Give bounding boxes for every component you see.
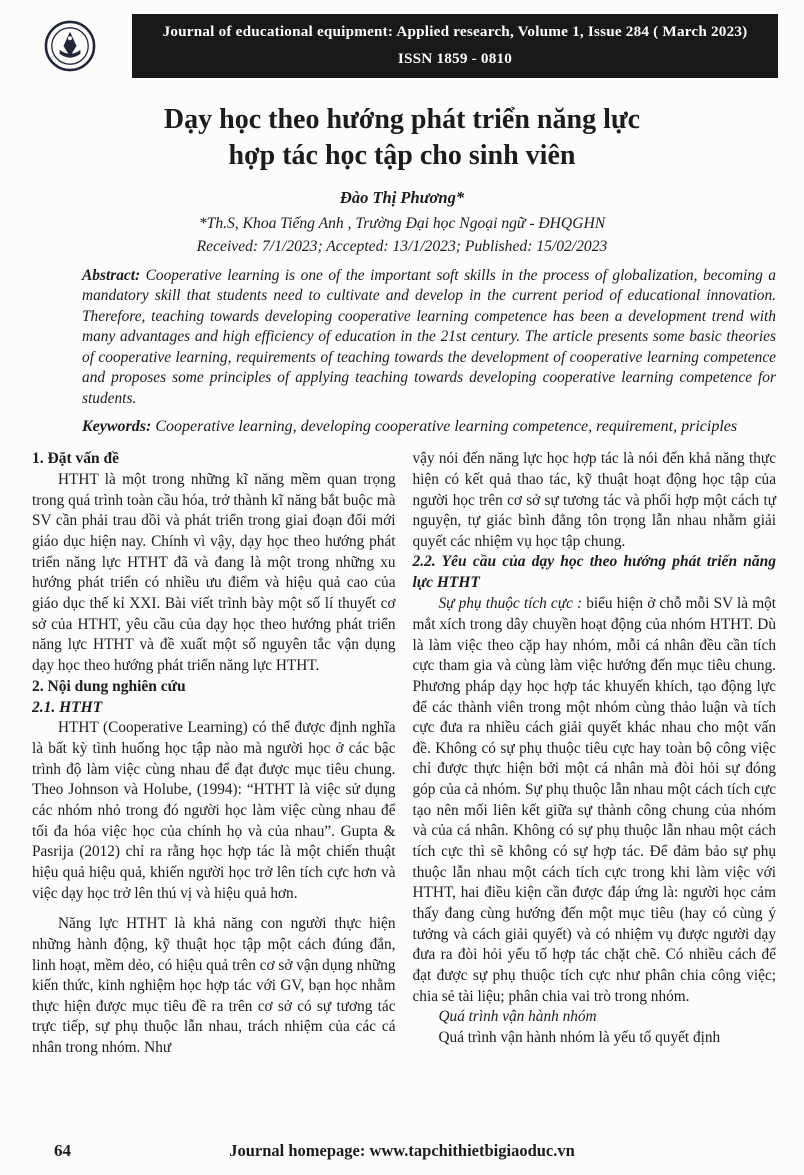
- section-heading-2-1: 2.1. HTHT: [32, 698, 103, 716]
- keywords: [82, 416, 776, 437]
- paragraph: HTHT là một trong những kĩ năng mềm quan trọng trong quá trình toàn cầu hóa, trở thành kĩ năng bắt buộc mà SV cần phải trau dồi và phát triển trong giai đoạn đổi mới giáo dục hiện nay. Chính vì vậy, dạy học theo hướng phát triển năng lực HTHT đã và đang là một trong những xu hướng phát triển có nhiều ưu điểm và hiệu quả cao của giáo dục thế kỉ XXI. Bài viết trình bày một số lí thuyết cơ sở của HTHT, yêu cầu của dạy học theo hướng phát triển năng lực HTHT và đề xuất một số nguyên tắc vận dụng dạy học theo hướng phát triển năng lực HTHT.: [32, 471, 396, 674]
- paragraph: HTHT (Cooperative Learning) có thể được định nghĩa là bất kỳ tình huống học tập nào mà người học ở các bậc trình độ làm việc cùng nhau để đạt được mục tiêu chung. Theo Johnson và Holube, (1994): “HTHT là việc sử dụng các nhóm nhỏ trong đó người học làm việc cùng nhau để tối đa hóa việc học của chính họ và của nhau”. Gupta & Pasrija (2012) chỉ ra rằng học hợp tác là một chiến thuật hiệu quả hiệu quả, khiến người học trở lên tích cực hơn và việc dạy học trở lên thú vị và hiệu quả hơn.: [32, 719, 396, 902]
- page-footer: [0, 1135, 804, 1161]
- subheading-italic: Quá trình vận hành nhóm: [438, 1008, 597, 1026]
- paragraph-text: biểu hiện ở chỗ mỗi SV là một mắt xích trong dây chuyền hoạt động của nhóm HTHT. Dù là làm việc theo cặp hay nhóm, mỗi cá nhân đều cần tích cực tham gia và cùng làm việc hướng đến mục tiêu chung. Phương pháp dạy học hợp tác khuyến khích, tạo động lực để các thành viên trong một nhóm cùng thảo luận và tích cực đưa ra nhiều cách giải quyết khác nhau cho một vấn đề. Không có sự phụ thuộc tiêu cực hay toàn bộ công việc chỉ được thực hiện bởi một cá nhân mà đòi hỏi sự đóng góp của cả nhóm. Sự phụ thuộc lẫn nhau một cách tích cực tạo nên mối liên kết giữa sự thành công chung của nhóm và của cá nhân. Không có sự phụ thuộc lẫn nhau một cách tích cực thì sẽ không có sự hợp tác. Để đảm bảo sự phụ thuộc lẫn nhau một cách tích cực trong khi làm việc với HTHT, hai điều kiện cần được đáp ứng là: người học cảm thấy đang cùng hướng đến một mục tiêu (hay có cùng ý tưởng và cách giải quyết) và có nhiệm vụ được người dạy đưa ra đòi hỏi yếu tố hợp tác chặt chẽ. Có nhiều cách để đạt được sự phụ thuộc tích cực như phân chia công việc; chia sẻ tài liệu; phân chia vai trò trong nhóm.: [412, 595, 776, 1005]
- abstract-label: Abstract:: [82, 266, 141, 284]
- section-heading-2-2: 2.2. Yêu cầu của dạy học theo hướng phát triển năng lực HTHT: [412, 553, 776, 592]
- keywords-label: Keywords:: [82, 418, 152, 436]
- paragraph: Năng lực HTHT là khả năng con người thực hiện những hành động, kỹ thuật học tập một cách đúng đắn, linh hoạt, mềm dẻo, có hiệu quả trên cơ sở vận dụng những kiến thức, kinh nghiệm học hợp tác với GV, bạn học nhằm thực hiện được mục tiêu đề ra trên cơ sở có sự tương tác trực tiếp, sự phụ thuộc lẫn nhau, trách nhiệm của các cá nhân trong nhóm. Như: [32, 915, 396, 1057]
- paragraph: Quá trình vận hành nhóm là yếu tố quyết định: [438, 1028, 721, 1046]
- article-dates: Received: 7/1/2023; Accepted: 13/1/2023; Published: 15/02/2023: [196, 237, 608, 255]
- article-title-line1: Dạy học theo hướng phát triển năng lực: [163, 104, 641, 135]
- left-column: [32, 449, 396, 1058]
- body-columns: [32, 449, 776, 1058]
- homepage-url-link[interactable]: www.tapchithietbigiaoduc.vn: [369, 1141, 575, 1160]
- section-heading-2: 2. Nội dung nghiên cứu: [32, 677, 186, 695]
- university-emblem-icon: [44, 20, 96, 72]
- journal-header: [0, 0, 804, 78]
- issn-line: ISSN 1859 - 0810: [397, 50, 513, 67]
- abstract-text: Cooperative learning is one of the important soft skills in the process of globalization, becoming a mandatory skill that students need to cultivate and develop in the current period of educational innovation. Therefore, teaching towards developing cooperative learning competence has been a development trend with many advantages and high efficiency of education in the 21st century. The article presents some basic theories of cooperative learning, requirements of teaching towards the development of cooperative learning competence and proposes some principles of applying teaching towards developing cooperative learning competence for students.: [82, 266, 776, 407]
- abstract: [82, 266, 776, 409]
- paragraph: vậy nói đến năng lực học hợp tác là nói đến khả năng thực hiện có kết quả thao tác, kỹ thuật hoạt động học tập của người học trên cơ sở sự tương tác và phối hợp một cách tự nguyện, tự giác bình đẳng tôn trọng lẫn nhau nhằm giải quyết các nhiệm vụ học tập chung.: [412, 450, 776, 550]
- university-logo: [26, 20, 132, 72]
- paragraph: [413, 594, 777, 1007]
- homepage-label: Journal homepage:: [229, 1141, 370, 1160]
- journal-info-line: Journal of educational equipment: Applied research, Volume 1, Issue 284 ( March 2023): [162, 23, 748, 40]
- author-affiliation: *Th.S, Khoa Tiếng Anh , Trường Đại học Ngoại ngữ - ĐHQGHN: [198, 214, 606, 232]
- author-name: Đào Thị Phương*: [339, 187, 465, 207]
- journal-banner: [132, 14, 778, 78]
- paragraph-lead: Sự phụ thuộc tích cực :: [438, 595, 583, 613]
- article-title: [30, 102, 774, 175]
- section-heading-1: 1. Đặt vấn đề: [32, 450, 119, 468]
- right-column: [413, 449, 777, 1058]
- page-number: 64: [54, 1141, 71, 1160]
- keywords-text: Cooperative learning, developing cooperative learning competence, requirement, priciples: [151, 418, 738, 436]
- journal-homepage: [0, 1141, 804, 1161]
- article-title-line2: hợp tác học tập cho sinh viên: [228, 140, 576, 172]
